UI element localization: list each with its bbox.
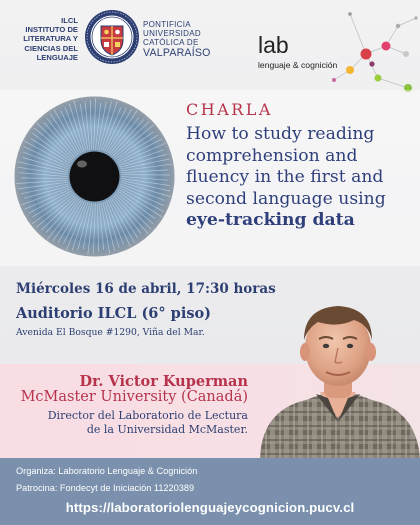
speaker-role-line: de la Universidad McMaster. bbox=[86, 423, 248, 436]
university-seal-logo bbox=[84, 9, 140, 65]
talk-title-line: second language using bbox=[186, 188, 386, 209]
ilcl-line: LITERATURA Y bbox=[23, 34, 78, 44]
talk-title-line: fluency in the first and bbox=[186, 167, 384, 188]
speaker-role-line: Director del Laboratorio de Lectura bbox=[47, 409, 248, 422]
organizer-text: Organiza: Laboratorio Lenguaje & Cognición bbox=[16, 466, 198, 476]
speaker-name: Dr. Victor Kuperman bbox=[79, 373, 248, 390]
event-date: Miércoles 16 de abril, 17:30 horas bbox=[16, 281, 276, 297]
lab-logo-subtitle: lenguaje & cognición bbox=[258, 60, 338, 70]
ilcl-line: CIENCIAS DEL bbox=[24, 43, 78, 53]
event-address: Avenida El Bosque #1290, Viña del Mar. bbox=[16, 327, 205, 338]
lab-logo-text: lab bbox=[258, 32, 289, 58]
speaker-photo bbox=[256, 290, 420, 458]
network-dots-icon bbox=[320, 8, 420, 98]
talk-title-emphasis: eye-tracking data bbox=[186, 210, 355, 231]
sponsor-text: Patrocina: Fondecyt de Iniciación 11220389 bbox=[16, 483, 195, 493]
pucv-line: CATÓLICA DE bbox=[143, 38, 199, 47]
pucv-line: PONTIFICIA bbox=[143, 20, 191, 29]
pucv-line: VALPARAÍSO bbox=[143, 47, 211, 59]
talk-title bbox=[186, 124, 416, 232]
website-link[interactable]: https://laboratoriolenguajeycognicion.pucv.cl bbox=[65, 500, 355, 515]
ilcl-line: INSTITUTO DE bbox=[25, 25, 78, 35]
talk-title-line: comprehension and bbox=[186, 145, 358, 166]
eye-iris-illustration bbox=[12, 94, 177, 259]
ilcl-line: ILCL bbox=[61, 16, 78, 25]
pucv-line: UNIVERSIDAD bbox=[143, 29, 201, 38]
speaker-affiliation: McMaster University (Canadá) bbox=[20, 389, 248, 405]
ilcl-line: LENGUAJE bbox=[36, 52, 78, 62]
event-venue: Auditorio ILCL (6° piso) bbox=[16, 305, 212, 322]
pucv-name bbox=[143, 20, 211, 59]
ilcl-institute-name bbox=[4, 16, 78, 62]
talk-title-line: How to study reading bbox=[186, 124, 375, 144]
talk-kicker: CHARLA bbox=[186, 100, 273, 119]
